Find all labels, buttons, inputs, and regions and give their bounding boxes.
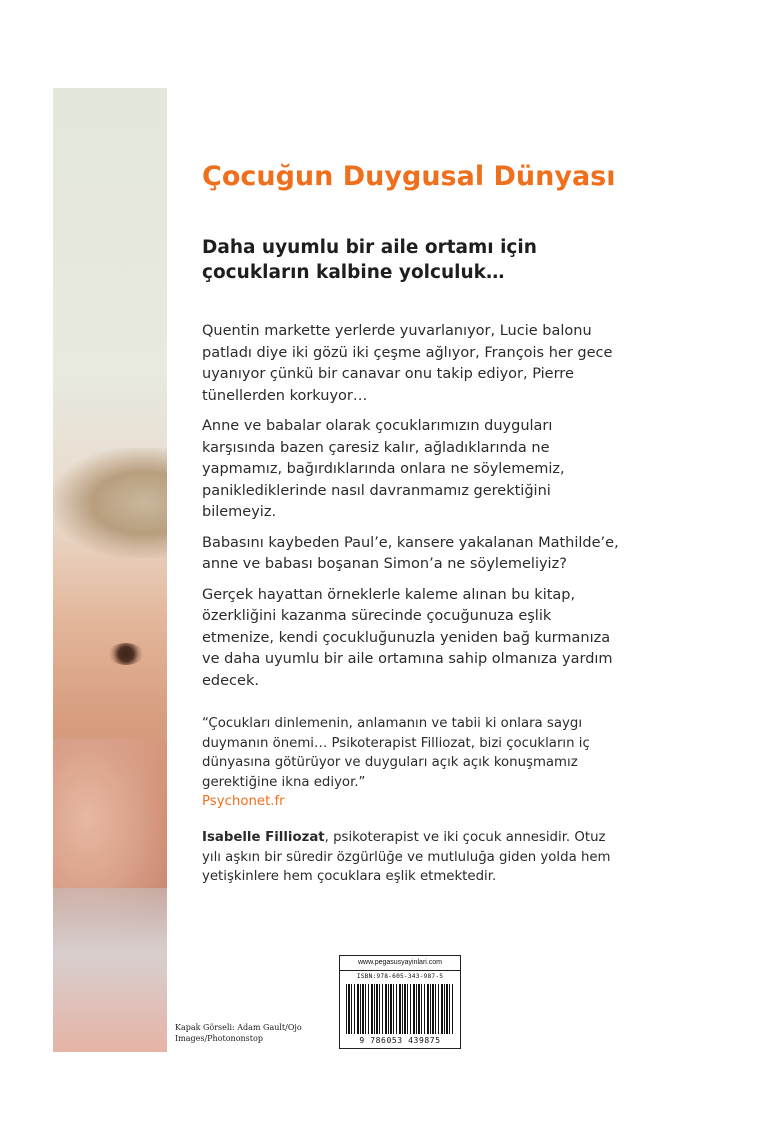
blurb-paragraph: Anne ve babalar olarak çocuklarımızın duyguları karşısında bazen çaresiz kalır, ağladıklarında ne yapmamız, bağırdıklarında onlara ne söylememiz, paniklediklerinde nasıl davranmamız gerektiğini bilemeyiz. [202, 418, 565, 520]
book-back-cover [53, 88, 724, 1052]
author-name: Isabelle Filliozat [202, 830, 325, 845]
barcode-bars [346, 984, 454, 1034]
blurb-paragraph: Babasını kaybeden Paul’e, kansere yakalanan Mathilde’e, anne ve babası boşanan Simon’a ne söylemeliyiz? [202, 534, 619, 572]
blurb-paragraph: Gerçek hayattan örneklerle kaleme alınan bu kitap, özerkliğini kazanma sürecinde çocuğunuza eşlik etmenize, kendi çocukluğunuzla yeniden bağ kurmanıza ve daha uyumlu bir aile ortamına sahip olmanıza yardım edecek. [202, 586, 613, 689]
photo-eye [108, 643, 144, 665]
publisher-url: www.pegasusyayinlari.com [340, 956, 460, 971]
review-quote [202, 714, 622, 812]
photo-cloth [53, 888, 167, 1052]
review-source: Psychonet.fr [202, 794, 285, 809]
isbn-barcode-box [339, 955, 461, 1049]
review-quote-text: “Çocukları dinlemenin, anlamanın ve tabii ki onlara saygı duymanın önemi… Psikoterapist Filliozat, bizi çocukların iç dünyasına götürüyor ve duyguları açık açık konuşmamız gerektiğine ikna ediyor.” [202, 716, 590, 790]
photo-hair-area [53, 448, 167, 558]
isbn-text: ISBN:978-605-343-987-5 [356, 973, 444, 980]
child-photo-strip [53, 88, 167, 1052]
barcode-digits: 9 786053 439875 [359, 1036, 441, 1045]
blurb-body [202, 321, 622, 701]
author-bio [202, 828, 622, 887]
author-bio-text: , psikoterapist ve iki çocuk annesidir. Otuz yılı aşkın bir süredir özgürlüğe ve mutluluğa giden yolda hem yetişkinlere hem çocuklara eşlik etmektedir. [202, 830, 611, 884]
cover-image-credit: Kapak Görseli: Adam Gault/Ojo Images/Photononstop [175, 1023, 302, 1043]
book-subtitle: Daha uyumlu bir aile ortamı için çocukların kalbine yolculuk… [202, 237, 537, 283]
book-title: Çocuğun Duygusal Dünyası [202, 161, 616, 192]
blurb-paragraph: Quentin markette yerlerde yuvarlanıyor, Lucie balonu patladı diye iki gözü iki çeşme ağlıyor, François her gece uyanıyor çünkü bir canavar onu takip ediyor, Pierre tünellerden korkuyor… [202, 323, 613, 404]
